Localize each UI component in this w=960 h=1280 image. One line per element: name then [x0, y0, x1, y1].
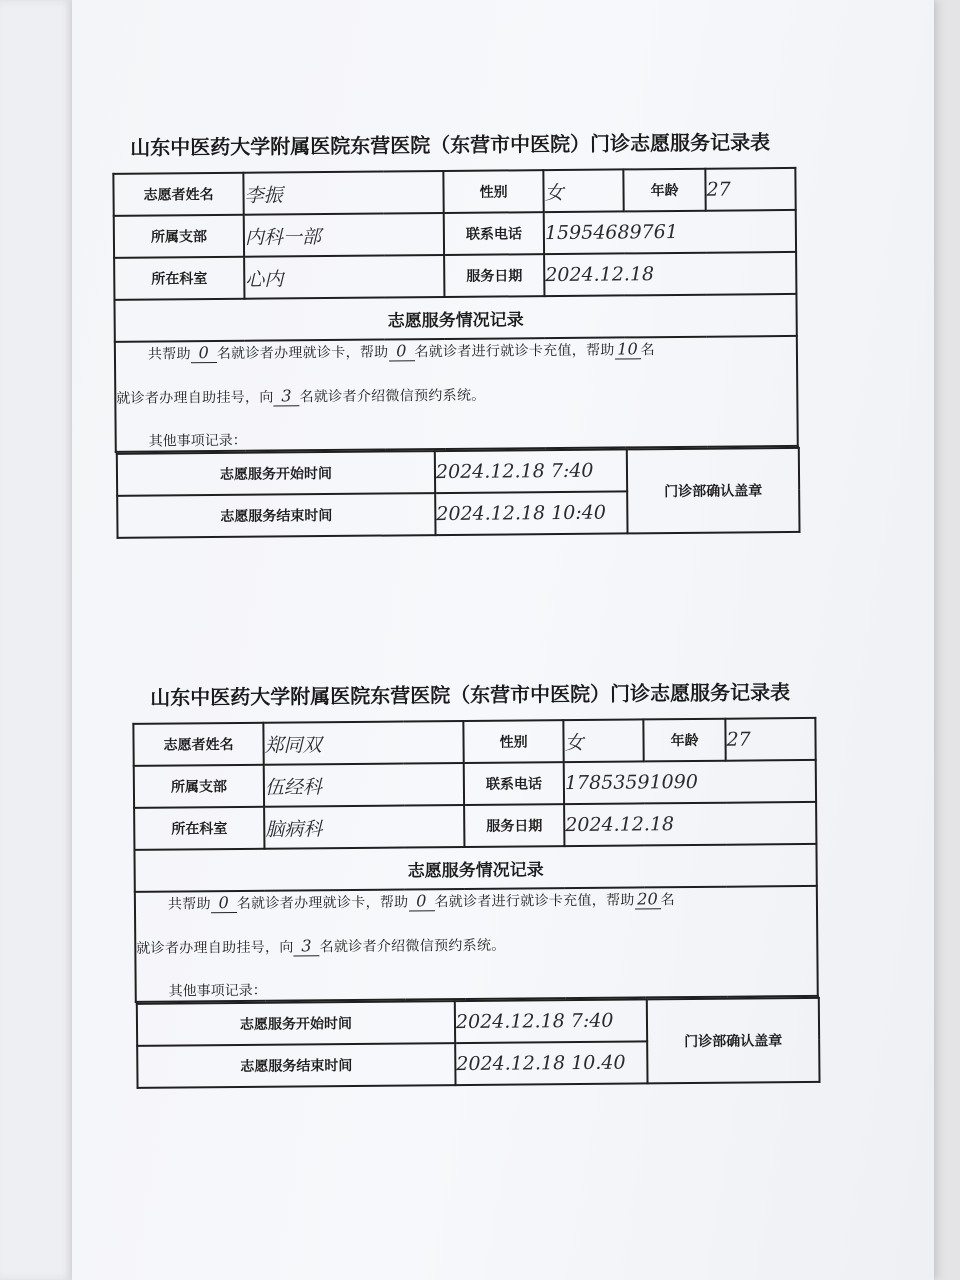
record-text: 名就诊者办理就诊卡，帮助 — [216, 344, 389, 362]
stamp-label: 门诊部确认盖章 — [647, 998, 820, 1083]
start-time-value[interactable]: 2024.12.18 7:40 — [435, 449, 627, 493]
gender-value[interactable]: 女 — [563, 719, 643, 762]
table-row — [134, 844, 816, 892]
branch-value[interactable]: 内科一部 — [244, 213, 444, 257]
table-row — [137, 998, 819, 1046]
section-title: 志愿服务情况记录 — [114, 294, 796, 342]
table-row — [117, 448, 799, 496]
gender-value[interactable]: 女 — [543, 169, 623, 212]
stamp-label: 门诊部确认盖章 — [627, 448, 800, 533]
age-value[interactable]: 27 — [705, 168, 795, 211]
end-time-value[interactable]: 2024.12.18 10:40 — [435, 491, 627, 535]
times-wrapper — [116, 446, 799, 539]
record-text: 共帮助 — [167, 896, 211, 913]
record-text: 名就诊者进行就诊卡充值，帮助 — [434, 892, 635, 911]
branch-label: 所属支部 — [114, 215, 244, 258]
start-time-label: 志愿服务开始时间 — [137, 1001, 455, 1046]
count-register-blank[interactable]: 20 — [635, 890, 661, 909]
table-row — [114, 210, 796, 258]
table-row — [133, 718, 815, 766]
name-label: 志愿者姓名 — [133, 723, 263, 766]
record-text: 名就诊者办理就诊卡，帮助 — [236, 894, 409, 912]
record-text: 名 — [660, 892, 676, 909]
name-value[interactable]: 李振 — [243, 171, 443, 215]
phone-value[interactable]: 17853591090 — [564, 760, 816, 804]
phone-value[interactable]: 15954689761 — [544, 210, 796, 254]
times-table — [116, 447, 801, 539]
age-label: 年龄 — [623, 169, 705, 212]
record-text: 共帮助 — [147, 346, 191, 363]
table-row — [116, 446, 799, 539]
table-row — [114, 294, 796, 342]
table-row — [113, 168, 795, 216]
end-time-label: 志愿服务结束时间 — [117, 493, 435, 538]
start-time-label: 志愿服务开始时间 — [117, 451, 435, 496]
dept-value[interactable]: 心内 — [244, 255, 444, 299]
date-label: 服务日期 — [464, 804, 564, 847]
count-card-blank[interactable]: 0 — [211, 894, 237, 913]
count-register-blank[interactable]: 10 — [615, 340, 641, 359]
record-line-2 — [116, 381, 796, 411]
other-matters-label: 其他事项记录： — [148, 432, 247, 450]
record-text: 名就诊者介绍微信预约系统。 — [299, 387, 486, 406]
record-form-2 — [120, 676, 824, 1089]
times-table — [136, 997, 821, 1089]
record-body — [115, 336, 798, 452]
count-wechat-blank[interactable]: 3 — [294, 937, 320, 956]
gender-label: 性别 — [443, 170, 543, 213]
record-text: 就诊者办理自助挂号，向 — [136, 939, 294, 957]
record-line-1 — [136, 887, 816, 917]
record-text: 名 — [640, 342, 656, 359]
name-label: 志愿者姓名 — [113, 173, 243, 216]
record-line-1 — [116, 337, 796, 367]
table-row — [136, 996, 819, 1089]
dept-value[interactable]: 脑病科 — [264, 805, 464, 849]
section-title: 志愿服务情况记录 — [134, 844, 816, 892]
other-matters-label: 其他事项记录： — [168, 982, 267, 1000]
dept-label: 所在科室 — [114, 257, 244, 300]
record-form-1 — [100, 126, 804, 539]
age-label: 年龄 — [643, 719, 725, 762]
record-body — [135, 886, 818, 1002]
gender-label: 性别 — [463, 720, 563, 763]
dept-label: 所在科室 — [134, 807, 264, 850]
count-card-blank[interactable]: 0 — [191, 344, 217, 363]
record-text: 名就诊者进行就诊卡充值，帮助 — [414, 342, 615, 361]
count-recharge-blank[interactable]: 0 — [388, 342, 414, 361]
branch-value[interactable]: 伍经科 — [264, 763, 464, 807]
date-value[interactable]: 2024.12.18 — [544, 252, 796, 296]
end-time-value[interactable]: 2024.12.18 10.40 — [455, 1041, 647, 1085]
phone-label: 联系电话 — [464, 762, 564, 805]
table-row — [135, 886, 818, 1002]
record-table — [112, 167, 799, 539]
record-text: 就诊者办理自助挂号，向 — [116, 389, 274, 407]
form-title: 山东中医药大学附属医院东营医院（东营市中医院）门诊志愿服务记录表 — [130, 130, 771, 160]
name-value[interactable]: 郑同双 — [263, 721, 463, 765]
record-text: 名就诊者介绍微信预约系统。 — [319, 937, 506, 956]
start-time-value[interactable]: 2024.12.18 7:40 — [455, 999, 647, 1043]
branch-label: 所属支部 — [134, 765, 264, 808]
times-wrapper — [136, 996, 819, 1089]
date-value[interactable]: 2024.12.18 — [564, 802, 816, 846]
table-row — [134, 802, 816, 850]
record-line-2 — [136, 931, 816, 961]
record-table — [132, 717, 819, 1089]
table-row — [114, 252, 796, 300]
age-value[interactable]: 27 — [725, 718, 815, 761]
count-recharge-blank[interactable]: 0 — [408, 892, 434, 911]
date-label: 服务日期 — [444, 254, 544, 297]
form-title: 山东中医药大学附属医院东营医院（东营市中医院）门诊志愿服务记录表 — [150, 680, 791, 710]
phone-label: 联系电话 — [444, 212, 544, 255]
table-row — [115, 336, 798, 452]
end-time-label: 志愿服务结束时间 — [137, 1043, 455, 1088]
count-wechat-blank[interactable]: 3 — [274, 387, 300, 406]
table-row — [134, 760, 816, 808]
